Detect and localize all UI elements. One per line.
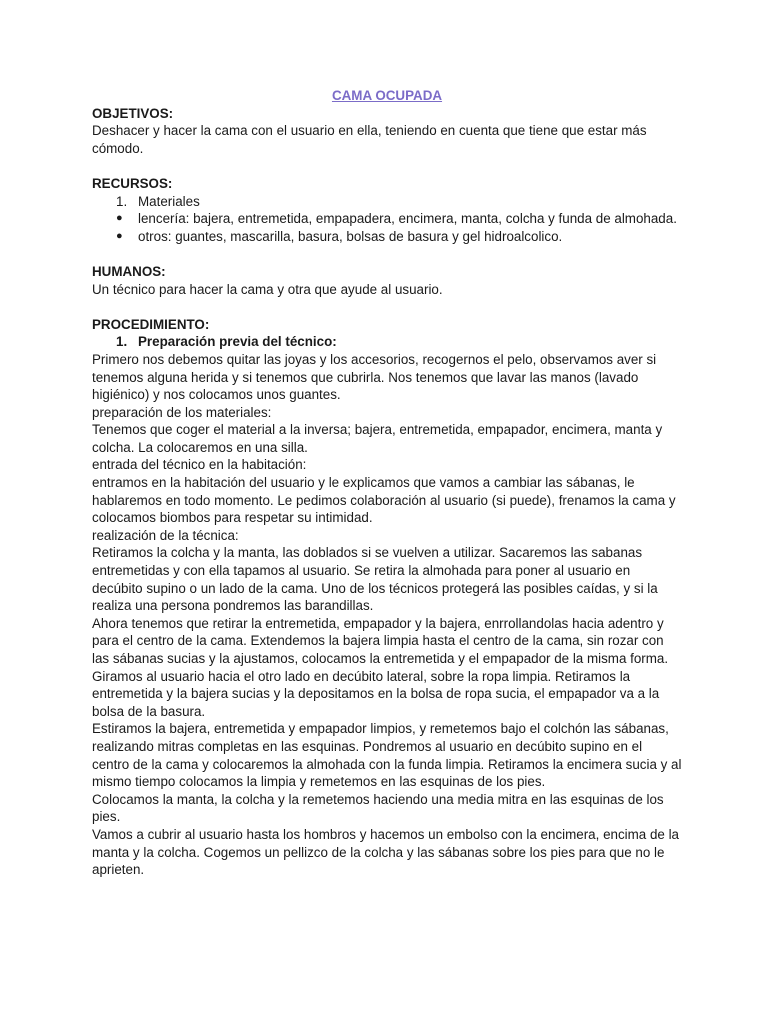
spacer bbox=[92, 298, 682, 316]
paragraph: Tenemos que coger el material a la inversa; bajera, entremetida, empapador, encimera, manta y colcha. La colocaremos en una silla. bbox=[92, 422, 663, 455]
paragraph: Estiramos la bajera, entremetida y empapador limpios, y remetemos bajo el colchón las sábanas, realizando mitras completas en las esquinas. Pondremos al usuario en decúbito supino en el centro de la cama y colocaremos la almohada con la funda limpia. Retiramos la encimera sucia y al mismo tiempo colocamos la limpia y remetemos en las esquinas de los pies. bbox=[92, 721, 682, 790]
list-number: 1. bbox=[116, 193, 128, 209]
step-label: Preparación previa del técnico: bbox=[138, 334, 337, 350]
paragraph: Ahora tenemos que retirar la entremetida, empapador y la bajera, enrrollandolas hacia adentro y para el centro de la cama. Extendemos la bajera limpia hasta el centro de la cama, sin rozar con las sábanas sucias y la ajustamos, colocamos la entremetida y el empapador de la misma forma. bbox=[92, 615, 669, 666]
paragraph: Primero nos debemos quitar las joyas y los accesorios, recogernos el pelo, observamos aver si tenemos alguna herida y si tenemos que cubrirla. Nos tenemos que lavar las manos (lavado higiénico) y nos colocamos unos guantes. bbox=[92, 351, 657, 403]
list-item bbox=[92, 210, 682, 228]
paragraph: Retiramos la colcha y la manta, las doblados si se vuelven a utilizar. Sacaremos las sabanas entremetidas y con ella tapamos al usuario. Se retira la almohada para poner al usuario en decúbito supino o un lado de la cama. Uno de los técnicos protegerá las posibles caídas, y si la realiza una persona pondremos las barandillas. bbox=[92, 545, 658, 614]
list-item bbox=[92, 228, 682, 246]
bullet-icon: ● bbox=[116, 212, 123, 225]
procedimiento-heading: PROCEDIMIENTO: bbox=[92, 316, 210, 332]
paragraph: realización de la técnica: bbox=[92, 527, 239, 543]
document-title: CAMA OCUPADA bbox=[331, 88, 443, 103]
paragraph: Giramos al usuario hacia el otro lado en decúbito lateral, sobre la ropa limpia. Retiramos la entremetida y la bajera sucias y la depositamos en la bolsa de ropa sucia, el empapador va a la bolsa de la basura. bbox=[92, 668, 660, 719]
paragraph: Colocamos la manta, la colcha y la remetemos haciendo una media mitra en las esquinas de los pies. bbox=[92, 791, 664, 825]
paragraph: Vamos a cubrir al usuario hasta los hombros y hacemos un embolso con la encimera, encima de la manta y la colcha. Cogemos un pellizco de la colcha y las sábanas sobre los pies para que no le aprieten. bbox=[92, 826, 679, 878]
humanos-text: Un técnico para hacer la cama y otra que ayude al usuario. bbox=[92, 281, 443, 297]
list-item-text: otros: guantes, mascarilla, basura, bolsas de basura y gel hidroalcolico. bbox=[138, 228, 563, 244]
spacer bbox=[92, 157, 682, 175]
paragraph: entramos en la habitación del usuario y le explicamos que vamos a cambiar las sábanas, le hablaremos en todo momento. Le pedimos colaboración al usuario (si puede), frenamos la cama y colocamos biombos para respetar su intimidad. bbox=[92, 475, 676, 526]
paragraph: preparación de los materiales: bbox=[92, 404, 272, 420]
step-heading bbox=[92, 333, 682, 351]
list-item-text: lencería: bajera, entremetida, empapadera, encimera, manta, colcha y funda de almohada. bbox=[138, 211, 677, 227]
step-number: 1. bbox=[116, 334, 128, 350]
paragraph: entrada del técnico en la habitación: bbox=[92, 457, 307, 473]
list-item bbox=[92, 193, 682, 211]
objetivos-heading: OBJETIVOS: bbox=[92, 105, 174, 121]
document-page bbox=[92, 87, 682, 879]
objetivos-text: Deshacer y hacer la cama con el usuario en ella, teniendo en cuenta que tiene que estar más cómodo. bbox=[92, 123, 647, 156]
list-item-text: Materiales bbox=[138, 193, 200, 209]
humanos-heading: HUMANOS: bbox=[92, 263, 166, 279]
spacer bbox=[92, 245, 682, 263]
recursos-heading: RECURSOS: bbox=[92, 175, 173, 191]
bullet-icon: ● bbox=[116, 229, 123, 242]
